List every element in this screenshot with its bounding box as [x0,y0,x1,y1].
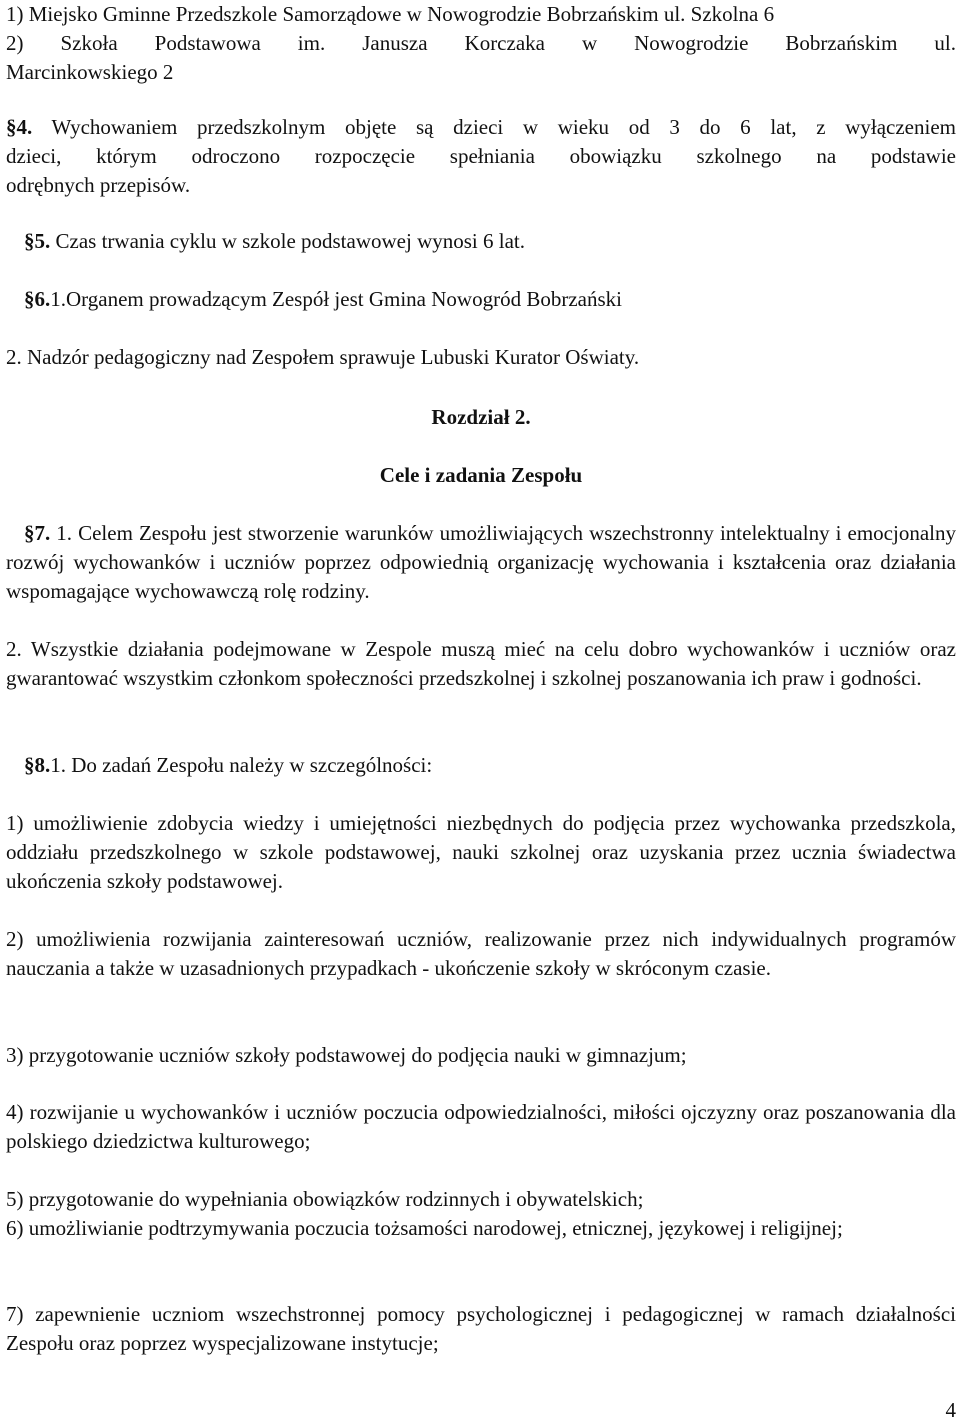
section-6-number: §6. [24,287,51,311]
section-6-text-1: 1.Organem prowadzącym Zespół jest Gmina Nowogród Bobrzański [50,287,622,311]
section-8-number: §8. [24,753,51,777]
section-6-point-2: 2. Nadzór pedagogiczny nad Zespołem sprawuje Lubuski Kurator Oświaty. [6,345,640,369]
school-line-1: 1) Miejsko Gminne Przedszkole Samorządowe w Nowogrodzie Bobrzańskim ul. Szkolna 6 [6,2,775,26]
list-item-2: 2) umożliwienia rozwijania zainteresowań uczniów, realizowanie przez nich indywidualnych programów nauczania a także w uzasadnionych przypadkach - ukończenie szkoły w skróconym czasie. [6,927,956,980]
section-7-point-2: 2. Wszystkie działania podejmowane w Zespole muszą mieć na celu dobro wychowanków i uczniów oraz gwarantować wszystkim członkom społeczności przedszkolnej i szkolnej poszanowania ich praw i godności. [6,637,956,690]
section-8-intro-text: 1. Do zadań Zespołu należy w szczególności: [50,753,433,777]
section-7-text-1: 1. Celem Zespołu jest stworzenie warunków umożliwiających wszechstronny intelektualny i emocjonalny rozwój wychowanków i uczniów poprzez odpowiednią organizację wychowania i kształcenia oraz działania wspomagające wychowawczą rolę rodziny. [6,521,956,603]
list-item-5: 5) przygotowanie do wypełniania obowiązków rodzinnych i obywatelskich; [6,1187,644,1211]
section-6-point-1 [24,285,622,314]
list-item-1: 1) umożliwienie zdobycia wiedzy i umiejętności niezbędnych do podjęcia przez wychowanka przedszkola, oddziału przedszkolnego w szkole podstawowej, nauki szkolnej oraz uzyskania przez ucznia świadectwa ukończenia szkoły podstawowej. [6,811,956,893]
chapter-title: Rozdział 2. [431,405,531,429]
section-4-line-3: odrębnych przepisów. [6,173,191,197]
section-8-intro [24,751,432,780]
section-5 [24,227,525,256]
list-item-6: 6) umożliwianie podtrzymywania poczucia tożsamości narodowej, etnicznej, językowej i religijnej; [6,1216,843,1240]
section-5-number: §5. [24,229,51,253]
school-line-3: Marcinkowskiego 2 [6,60,174,84]
section-5-text: Czas trwania cyklu w szkole podstawowej wynosi 6 lat. [55,229,525,253]
section-4-line-1 [6,113,956,142]
section-4-line-2: dzieci, którym odroczono rozpoczęcie spełniania obowiązku szkolnego na podstawie [6,144,956,168]
section-4-number: §4. [6,115,33,139]
section-4-text-1: Wychowaniem przedszkolnym objęte są dzieci w wieku od 3 do 6 lat, z wyłączeniem [51,115,956,139]
section-7-point-1 [6,519,956,606]
section-7-number: §7. [24,521,51,545]
list-item-7: 7) zapewnienie uczniom wszechstronnej pomocy psychologicznej i pedagogicznej w ramach działalności Zespołu oraz poprzez wyspecjalizowane instytucje; [6,1302,956,1355]
page-number: 4 [945,1398,956,1422]
list-item-3: 3) przygotowanie uczniów szkoły podstawowej do podjęcia nauki w gimnazjum; [6,1043,687,1067]
school-line-2: 2) Szkoła Podstawowa im. Janusza Korczaka w Nowogrodzie Bobrzańskim ul. [6,31,956,55]
list-item-4: 4) rozwijanie u wychowanków i uczniów poczucia odpowiedzialności, miłości ojczyzny oraz poszanowania dla polskiego dziedzictwa kulturowego; [6,1100,956,1153]
chapter-subtitle: Cele i zadania Zespołu [379,463,583,487]
